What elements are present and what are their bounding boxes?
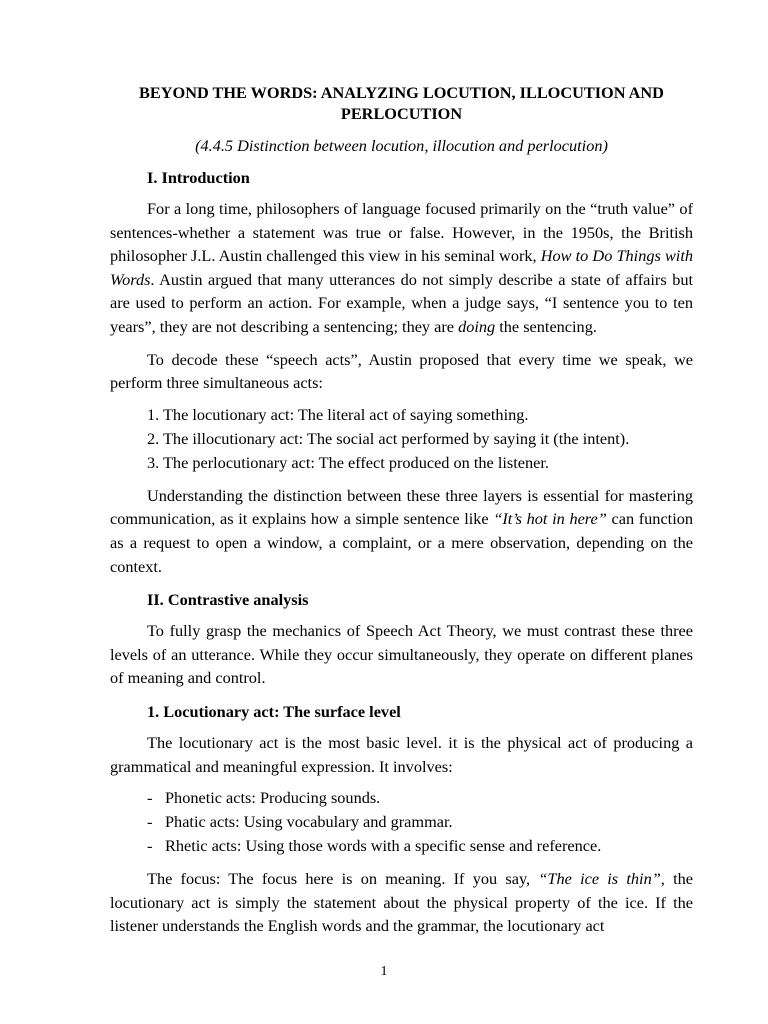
list-item xyxy=(147,810,693,834)
emphasis-doing: doing xyxy=(458,316,496,336)
intro-paragraph-2: To decode these “speech acts”, Austin proposed that every time we speak, we perform three simultaneous acts: xyxy=(110,349,693,393)
example-quote: “The ice is thin” xyxy=(538,869,661,889)
intro-p3-text-c: can function as a request to open a window, a complaint, or a mere observation, depending on the context. xyxy=(110,509,694,576)
list-item-text: Rhetic acts: Using those words with a specific sense and reference. xyxy=(165,836,602,856)
locutionary-paragraph-2 xyxy=(110,867,693,938)
contrastive-paragraph-1: To fully grasp the mechanics of Speech Act Theory, we must contrast these three levels of an utterance. While they occur simultaneously, they operate on different planes of meaning and control. xyxy=(110,621,693,688)
speech-acts-list xyxy=(110,403,693,475)
book-title: How to Do Things with Words xyxy=(110,246,693,289)
document-page xyxy=(110,82,693,938)
locutionary-components-list xyxy=(110,786,693,858)
dash-bullet: - xyxy=(147,812,153,832)
introduction-heading: I. Introduction xyxy=(147,168,250,187)
intro-p1-text-c: . Austin argued that many utterances do not simply describe a state of affairs but are used to perform an action. For example, when a judge says, “I sentence you to ten years”, they are not describing a sentencing; they are xyxy=(110,269,693,336)
contrastive-analysis-heading: II. Contrastive analysis xyxy=(147,590,309,610)
list-item xyxy=(147,834,693,858)
intro-paragraph-3 xyxy=(110,484,693,578)
page-number: 1 xyxy=(380,964,388,979)
intro-paragraph-1 xyxy=(110,197,693,339)
intro-p1-text-a: For a long time, philosophers of language focused primarily on the “truth value” of sentences-whether a statement was true or false. However, in the 1950s, the British philosopher J.L. Austin challenged this view in his seminal work, xyxy=(110,199,693,266)
locutionary-paragraph-1: The locutionary act is the most basic level. it is the physical act of producing a grammatical and meaningful expression. It involves: xyxy=(110,732,693,776)
list-item-text: Phatic acts: Using vocabulary and grammar. xyxy=(165,812,453,832)
locutionary-p2-text-c: , the locutionary act is simply the statement about the physical property of the ice. If the listener understands the English words and the grammar, the locutionary act xyxy=(110,869,693,936)
list-item: 3. The perlocutionary act: The effect produced on the listener. xyxy=(147,452,549,472)
example-quote: “It’s hot in here” xyxy=(493,509,607,529)
dash-bullet: - xyxy=(147,788,153,808)
locutionary-p2-text-a: The focus: The focus here is on meaning. If you say, xyxy=(147,869,539,889)
locutionary-heading: 1. Locutionary act: The surface level xyxy=(147,701,401,721)
list-item: 1. The locutionary act: The literal act of saying something. xyxy=(147,404,529,424)
intro-p3-text-a: Understanding the distinction between these three layers is essential for mastering communication, as it explains how a simple sentence like xyxy=(110,485,693,529)
dash-bullet: - xyxy=(147,836,153,856)
document-subtitle: (4.4.5 Distinction between locution, illocution and perlocution) xyxy=(195,136,608,155)
list-item: 2. The illocutionary act: The social act performed by saying it (the intent). xyxy=(147,428,630,448)
document-title: BEYOND THE WORDS: ANALYZING LOCUTION, ILLOCUTION AND PERLOCUTION xyxy=(139,83,664,123)
list-item xyxy=(147,786,693,810)
list-item-text: Phonetic acts: Producing sounds. xyxy=(165,788,381,808)
intro-p1-text-e: the sentencing. xyxy=(495,316,597,336)
